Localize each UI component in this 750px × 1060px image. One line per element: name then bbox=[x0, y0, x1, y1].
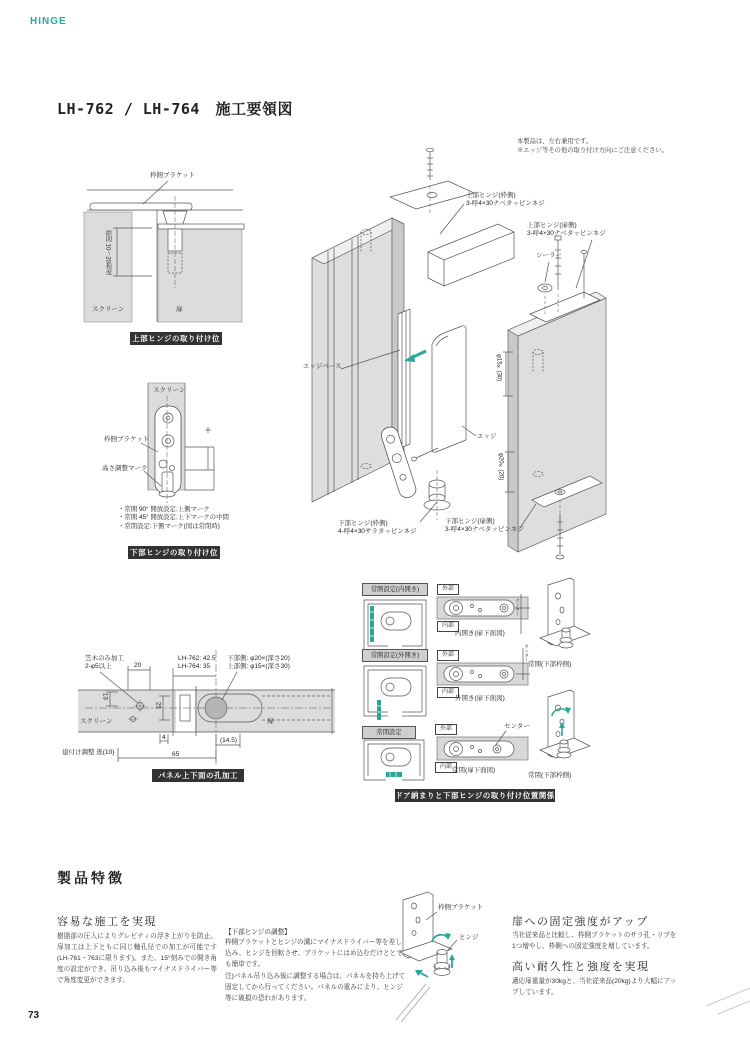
adjust-label: 建付け調整 逃(10) bbox=[62, 749, 115, 756]
hole-dim-top: φ15×(30) bbox=[495, 354, 502, 382]
lh762-dim: LH-762: 42.5 bbox=[178, 655, 216, 662]
setting-note-3: ・常閉設定:下側マーク(図は常閉時) bbox=[118, 522, 220, 530]
kasagi-label bbox=[85, 655, 124, 671]
fit-row3-caption: 常閉(扉下面図) bbox=[452, 767, 496, 774]
setting-note-1: ・常開 90° 開放設定:上側マーク bbox=[118, 506, 210, 513]
easy-body: 樹脂部の圧入によりグレビティの浮き上がりを防止。扉加工は上下ともに同じ軸孔径での加工が可能です(LH-761・763に限ります)。また、15°刻みでの開き角度の設定ができ、吊り込み後もマイナスドライバー等で角度変更ができます。 bbox=[57, 933, 217, 984]
upper-hinge-frame-name: 上部ヒンジ(枠側) bbox=[466, 192, 516, 199]
page-number: 73 bbox=[28, 1010, 40, 1021]
dim-13: 13 bbox=[101, 693, 108, 700]
usage-note bbox=[517, 137, 668, 156]
exploded-view-drawing bbox=[312, 148, 606, 559]
adjust-body: 枠側ブラケットとヒンジの溝にマイナスドライバー等を差し込み、ヒンジを回転させ、ブラケットにはめ込むだけととても簡単です。 bbox=[225, 939, 403, 968]
height-mark-label: 高さ調整マーク bbox=[102, 465, 148, 472]
upper-hinge-door-name: 上部ヒンジ(扉側) bbox=[527, 222, 577, 229]
bracket-open-caption: 常開(下部枠側) bbox=[528, 661, 572, 668]
dim-4: 4 bbox=[162, 734, 166, 741]
dim-25: 25 bbox=[154, 702, 161, 709]
center-label-3: センター bbox=[504, 723, 530, 730]
gap-label: 隙間 10〜20程度 bbox=[104, 230, 111, 276]
dim-20: 20 bbox=[134, 662, 142, 669]
screen-label-2: スクリーン bbox=[153, 387, 186, 394]
fix-title: 扉への固定強度がアップ bbox=[512, 916, 649, 928]
hole-upper-dim: 上部側: φ15×(深さ30) bbox=[227, 663, 290, 671]
hole-lower-dim: 下部側: φ20×(深さ20) bbox=[227, 655, 290, 662]
lh-dims bbox=[178, 655, 216, 671]
dim-145: (14.5) bbox=[220, 737, 237, 744]
durable-title: 高い耐久性と強度を実現 bbox=[512, 961, 650, 973]
easy-title: 容易な施工を実現 bbox=[57, 916, 157, 928]
outside-tag-2: 外部 bbox=[437, 650, 459, 661]
fit-row1-caption: 内開き(扉下面図) bbox=[455, 630, 505, 637]
kasagi-line2: 2-φ5以上 bbox=[85, 663, 112, 671]
upper-hinge-door-screw: 3-呼4×30ナベタッピンネジ bbox=[527, 230, 606, 238]
fix-body: 当社従来品と比較し、枠側ブラケットのサラ孔・リブを1つ増やし、枠側への固定強度を増しています。 bbox=[512, 932, 677, 950]
screen-label: スクリーン bbox=[92, 306, 125, 313]
kasagi-line1: 笠木のみ加工 bbox=[85, 655, 124, 662]
fit-row1-header: 常開設定(内開き) bbox=[362, 583, 428, 596]
feature-hinge-label: ヒンジ bbox=[459, 934, 479, 941]
screen-label-3: スクリーン bbox=[80, 718, 113, 725]
frame-bracket-label-2: 枠側ブラケット bbox=[104, 436, 150, 443]
outside-tag-3: 外部 bbox=[435, 724, 457, 735]
edge-base-label: エッジベース bbox=[303, 363, 342, 370]
page-header: HINGE bbox=[30, 16, 67, 27]
fit-plan-drawings bbox=[364, 600, 426, 780]
hole-dims bbox=[227, 655, 290, 671]
setting-note-2: ・常開 45° 開放設定:上下マークの中間 bbox=[118, 514, 229, 522]
inside-tag-1: 内部 bbox=[437, 621, 459, 632]
fit-row2-caption: 外開き(扉下面図) bbox=[455, 695, 505, 702]
hole-dim-bottom: φ20×(20) bbox=[497, 453, 504, 481]
lower-hinge-frame-screw: 4-呼4×30サラタッピンネジ bbox=[338, 528, 417, 536]
edge-label: エッジ bbox=[477, 433, 497, 440]
fit-row3-header: 常閉設定 bbox=[362, 726, 416, 739]
outside-tag-1: 外部 bbox=[437, 584, 459, 595]
adjust-title: 【下部ヒンジの調整】 bbox=[225, 929, 291, 936]
center-label-1: センター bbox=[515, 598, 521, 616]
page-title: LH-762 / LH-764 施工要領図 bbox=[57, 100, 293, 118]
top-hinge-caption: 上部ヒンジの取り付け位置 bbox=[130, 332, 222, 345]
feature-bracket-label: 枠側ブラケット bbox=[438, 904, 484, 911]
door-label: 扉 bbox=[176, 306, 183, 313]
machining-caption: パネル上下面の孔加工 bbox=[152, 769, 244, 782]
adjust-note: 注)パネル吊り込み後に調整する場合は、パネルを持ち上げて固定してから行ってください。パネルの重みにより、ヒンジ等に破損の恐れがあります。 bbox=[225, 973, 406, 1002]
durable-body: 適応扉重量が30kgと、当社従来品(20kg)より大幅にアップしています。 bbox=[512, 978, 677, 996]
fit-bottom-view-drawings bbox=[437, 594, 530, 760]
lower-hinge-frame-label bbox=[338, 520, 417, 536]
setting-notes bbox=[118, 506, 229, 531]
fit-row2-header: 常開設定(外開き) bbox=[362, 649, 428, 662]
inside-tag-2: 内部 bbox=[437, 687, 459, 698]
fit-caption: ドア納まりと下部ヒンジの取り付け位置関係 bbox=[395, 791, 555, 800]
upper-hinge-frame-screw: 3-呼4×30ナベタッピンネジ bbox=[466, 200, 545, 208]
lower-hinge-frame-name: 下部ヒンジ(枠側) bbox=[338, 520, 388, 527]
lower-hinge-caption: 下部ヒンジの取り付け位置 bbox=[128, 546, 220, 559]
bracket-closed-caption: 常閉(下部枠側) bbox=[528, 772, 572, 779]
door-label-2: 扉 bbox=[267, 718, 274, 725]
lower-hinge-door-name: 下部ヒンジ(扉側) bbox=[445, 518, 495, 525]
upper-hinge-door-label bbox=[527, 222, 606, 238]
inside-tag-3: 内部 bbox=[435, 762, 457, 773]
lh764-dim: LH-764: 35 bbox=[178, 663, 211, 671]
usage-note-line2: ※エッジ等その他の取り付け方向にご注意ください。 bbox=[517, 147, 668, 155]
upper-hinge-frame-label bbox=[466, 192, 545, 208]
sealer-label: シーラー bbox=[536, 252, 562, 259]
corner-hatch bbox=[706, 988, 750, 1014]
lower-hinge-door-screw: 3-呼4×30ナベタッピンネジ bbox=[445, 526, 524, 534]
frame-bracket-label: 枠側ブラケット bbox=[150, 172, 196, 179]
center-label-2: センター bbox=[524, 644, 530, 662]
usage-note-line1: 本製品は、左右兼用です。 bbox=[517, 138, 593, 145]
lower-hinge-door-label bbox=[445, 518, 524, 534]
dim-65: 65 bbox=[172, 751, 180, 758]
lower-hinge-position-drawing bbox=[141, 383, 214, 503]
features-heading: 製品特徴 bbox=[57, 870, 125, 886]
